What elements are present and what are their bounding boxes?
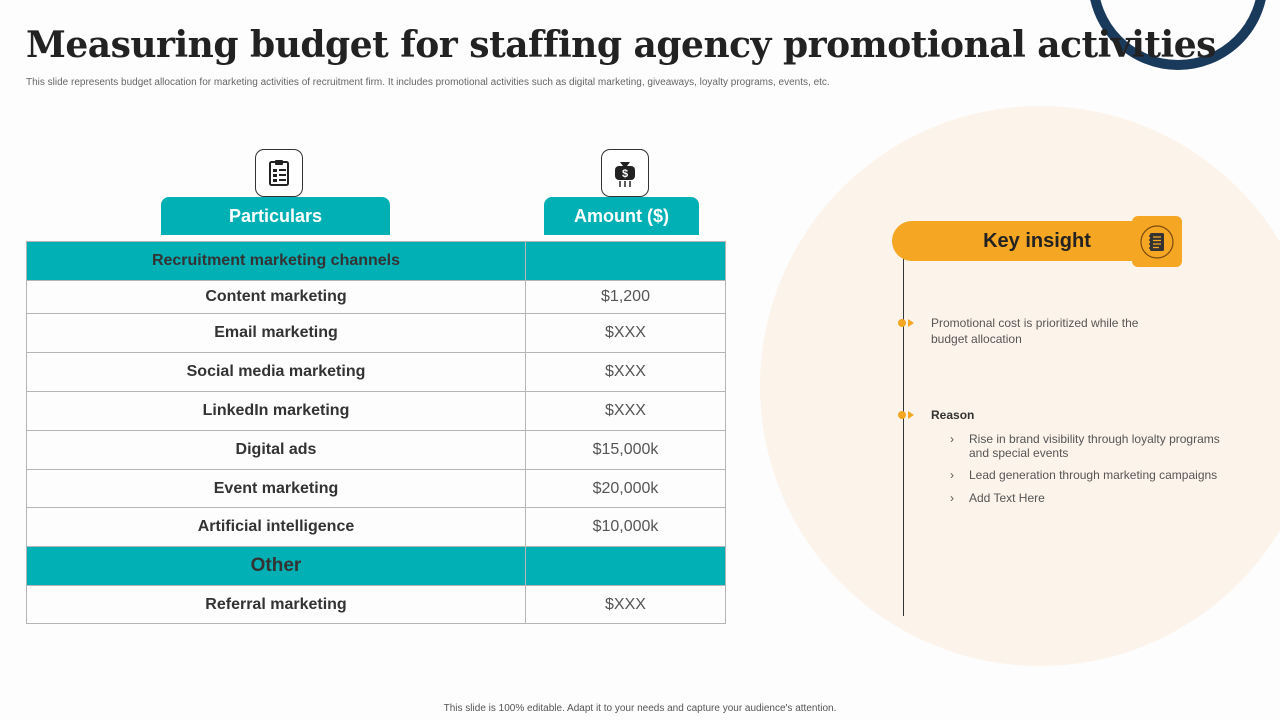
key-insight-header: Key insight	[892, 221, 1142, 261]
reason-item: › Rise in brand visibility through loyalty programs and special events	[950, 432, 1220, 460]
chevron-right-icon: ›	[950, 432, 954, 446]
section-row	[27, 242, 726, 281]
notepad-icon	[1132, 216, 1182, 267]
table-row	[27, 392, 726, 431]
particular-cell: Email marketing	[27, 314, 526, 353]
particular-cell: Artificial intelligence	[27, 508, 526, 547]
money-bag-icon	[601, 149, 649, 197]
budget-table	[26, 241, 726, 624]
particular-cell: Referral marketing	[27, 586, 526, 624]
amount-header: Amount ($)	[544, 197, 699, 235]
svg-text:$: $	[621, 168, 629, 180]
amount-cell: $XXX	[526, 353, 726, 392]
reason-heading: Reason	[931, 408, 975, 422]
amount-cell: $1,200	[526, 281, 726, 314]
reason-item: › Add Text Here	[950, 491, 1045, 505]
background-circle	[760, 106, 1280, 666]
page-title: Measuring budget for staffing agency promotional activities	[26, 24, 1216, 66]
particular-cell: Social media marketing	[27, 353, 526, 392]
amount-cell: $XXX	[526, 392, 726, 431]
chevron-right-icon: ›	[950, 468, 954, 482]
chevron-right-icon: ›	[950, 491, 954, 505]
section-row	[27, 547, 726, 586]
particular-cell: LinkedIn marketing	[27, 392, 526, 431]
timeline-line	[903, 255, 904, 616]
section-label: Recruitment marketing channels	[27, 242, 526, 281]
amount-cell: $XXX	[526, 314, 726, 353]
table-row	[27, 508, 726, 547]
particular-cell: Event marketing	[27, 470, 526, 508]
table-row	[27, 470, 726, 508]
amount-cell: $15,000k	[526, 431, 726, 470]
table-row	[27, 281, 726, 314]
section-label: Other	[27, 547, 526, 586]
bullet-marker	[898, 319, 914, 327]
clipboard-list-icon	[255, 149, 303, 197]
table-row	[27, 353, 726, 392]
particular-cell: Content marketing	[27, 281, 526, 314]
amount-cell: $10,000k	[526, 508, 726, 547]
table-row	[27, 314, 726, 353]
page-subtitle: This slide represents budget allocation for marketing activities of recruitment firm. It includes promotional activities such as digital marketing, giveaways, loyalty programs, events, etc.	[26, 77, 830, 88]
table-row	[27, 586, 726, 624]
amount-cell: $XXX	[526, 586, 726, 624]
reason-item: › Lead generation through marketing campaigns	[950, 468, 1218, 482]
insight-point: Promotional cost is prioritized while the budget allocation	[931, 316, 1139, 346]
particulars-header: Particulars	[161, 197, 390, 235]
amount-cell: $20,000k	[526, 470, 726, 508]
section-amount	[526, 242, 726, 281]
footer-note: This slide is 100% editable. Adapt it to your needs and capture your audience's attention.	[443, 703, 837, 714]
bullet-marker	[898, 411, 914, 419]
table-row	[27, 431, 726, 470]
particular-cell: Digital ads	[27, 431, 526, 470]
section-amount	[526, 547, 726, 586]
